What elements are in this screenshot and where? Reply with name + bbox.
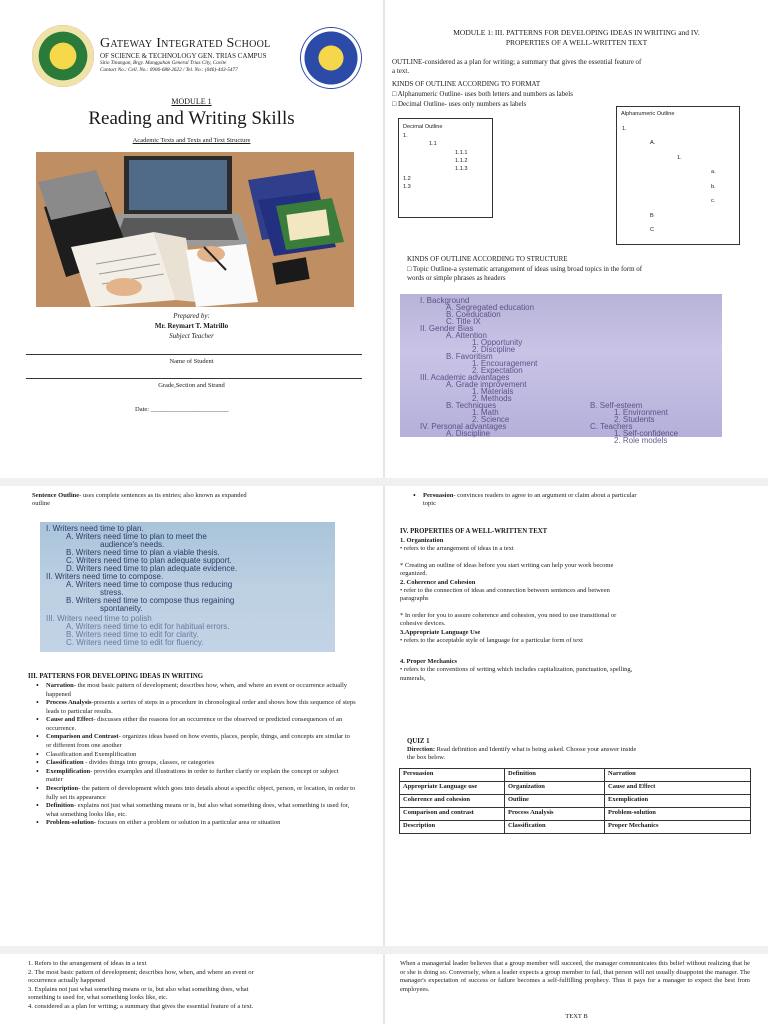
patterns-list — [36, 682, 356, 828]
organization-title: 1. Organization — [400, 536, 444, 544]
quiz-questions — [28, 960, 358, 1011]
alpha-line: a. — [711, 169, 716, 175]
topic-photo-line: 1. Math — [472, 408, 499, 417]
page-gap-2 — [0, 946, 768, 954]
coherence-def-2: paragraphs — [400, 595, 429, 603]
sentence-outline-text2: outline — [32, 500, 51, 508]
sentence-outline-text: - uses complete sentences as its entries; also known as expanded — [79, 492, 247, 499]
page2-header-line1: MODULE 1: III. PATTERNS FOR DEVELOPING IDEAS IN WRITING and IV. — [453, 28, 700, 37]
page-title: Reading and Writing Skills — [88, 108, 295, 129]
topic-photo-line: 1. Encouragement — [472, 359, 538, 368]
list-item: • Exemplification- provides examples and illustrations in order to further clarify or explain the concept or subject matter — [36, 768, 356, 785]
topic-outline-photo — [400, 294, 722, 445]
module-label: MODULE 1 — [171, 97, 212, 106]
quiz-questions-page — [0, 954, 383, 1024]
sentence-photo-line: II. Writers need time to compose. — [46, 572, 164, 581]
direction-text: Read definition and Identify what is being asked. Choose your answer inside — [435, 746, 637, 753]
sentence-photo-line: C. Writers need time to edit for fluency. — [66, 638, 204, 647]
coherence-note-2: cohesive devices. — [400, 620, 446, 628]
language-title: 3.Appropriate Language Use — [400, 628, 481, 636]
sentence-outline-term: Sentence Outline — [32, 492, 80, 499]
question-line: 2. The most basic pattern of development; describes how, when, and where an event or — [28, 968, 254, 976]
table-cell: Classification — [505, 821, 605, 834]
topic-photo-line: A. Attention — [446, 331, 487, 340]
school-contact: Contact No.: Cell. No.: 0906-688-2622 / Tel. No.: (046)-443-5477 — [100, 67, 238, 73]
grade-section-line — [26, 378, 362, 379]
topic-outline-line1: □ Topic Outline-a systematic arrangement of ideas using broad topics in the form of — [407, 265, 643, 273]
topic-photo-line: B. Techniques — [446, 401, 497, 410]
table-cell: Outline — [505, 795, 605, 808]
organization-note-1: * Creating an outline of ideas before you start writing can help your work become — [400, 561, 614, 569]
cover-photo — [36, 152, 354, 307]
persuasion-item — [413, 492, 748, 509]
sentence-outline-def — [32, 492, 362, 509]
persuasion-text2: topic — [423, 500, 436, 508]
decimal-outline-box — [398, 118, 493, 218]
table-cell: Exemplication — [605, 795, 751, 808]
topic-photo-line: IV. Personal advantages — [420, 422, 507, 431]
sentence-photo-line: audience's needs. — [100, 540, 165, 549]
mechanics-def-1: • refers to the conventions of writing which includes capitalization, punctuation, spelling, — [400, 666, 633, 674]
list-item: • Classification and Exemplification — [36, 751, 356, 760]
list-item: • Cause and Effect- discusses either the reasons for an occurrence or the observed or predicted consequences of an occurrence. — [36, 716, 356, 733]
patterns-section-title: III. PATTERNS FOR DEVELOPING IDEAS IN WRITING — [28, 673, 204, 680]
decimal-line: 1.2 — [403, 176, 411, 182]
alpha-line: C — [650, 227, 655, 233]
table-cell: Problem-solution — [605, 808, 751, 821]
question-line: something is used for, what something looks like, etc. — [28, 994, 168, 1002]
table-row — [400, 782, 751, 795]
sentence-outline-photo — [40, 522, 335, 652]
list-item: • Narration- the most basic pattern of development; describes how, when, and where an event or occurrence actually happened — [36, 682, 356, 699]
table-cell: Appropriate Language use — [400, 782, 505, 795]
sentence-photo-line: C. Writers need time to plan adequate support. — [66, 556, 232, 565]
topic-outline-item — [407, 265, 642, 283]
table-row — [400, 808, 751, 821]
school-subtitle: OF SCIENCE & TECHNOLOGY GEN. TRIAS CAMPUS — [100, 52, 267, 60]
alpha-line: 1. — [622, 126, 627, 132]
decimal-line: 1.1.2 — [455, 158, 468, 164]
topic-photo-line: A. Grade improvement — [446, 380, 527, 389]
topic-photo-line: B. Self-esteem — [590, 401, 643, 410]
organization-def: • refers to the arrangement of ideas in a text — [400, 545, 514, 553]
page2-header — [385, 28, 768, 48]
question-line: 3. Explains not just what something means or is, but also what something does, what — [28, 985, 249, 993]
bullet-icon: • — [413, 491, 416, 500]
topic-photo-line: 2. Expectation — [472, 366, 523, 375]
table-cell: Process Analysis — [505, 808, 605, 821]
coherence-def-1: • refer to the connection of ideas and connection between sentences and between — [400, 587, 610, 595]
text-b-heading: TEXT B — [565, 1013, 588, 1020]
topic-photo-line: 1. Environment — [614, 408, 668, 417]
table-row — [400, 795, 751, 808]
quiz-title: QUIZ 1 — [407, 738, 430, 745]
topic-photo-line: A. Segregated education — [446, 303, 535, 312]
sentence-photo-line: spontaneity. — [100, 604, 143, 613]
alphanumeric-outline-box — [616, 106, 740, 245]
decimal-line: 1.3 — [403, 184, 411, 190]
topic-photo-line: 1. Opportunity — [472, 338, 523, 347]
student-name-label: Name of Student — [169, 358, 214, 365]
topic-photo-line: C. Teachers — [590, 422, 633, 431]
properties-title: IV. PROPERTIES OF A WELL-WRITTEN TEXT — [400, 528, 548, 535]
table-cell: Persuasion — [400, 769, 505, 782]
kinds-format-heading: KINDS OF OUTLINE ACCORDING TO FORMAT — [392, 80, 541, 88]
page-gap-1 — [0, 478, 768, 486]
school-address: Sitio Tinungan, Brgy. Manggahan General Trias City, Cavite — [100, 60, 227, 66]
decimal-line: 1.1 — [429, 141, 437, 147]
alpha-line: c. — [711, 198, 716, 204]
alpha-box-title: Alphanumeric Outline — [621, 111, 675, 117]
topic-photo-line: 1. Materials — [472, 387, 514, 396]
list-item: • Description- the pattern of development which goes into details about a specific object, person, or location, in order to fully set its appearance — [36, 785, 356, 802]
quiz-direction — [407, 746, 747, 763]
table-cell: Definition — [505, 769, 605, 782]
properties-section — [400, 528, 760, 683]
sentence-photo-line: III. Writers need time to polish — [46, 614, 152, 623]
mechanics-title: 4. Proper Mechanics — [400, 657, 457, 665]
persuasion-term: Persuasion — [423, 492, 454, 499]
topic-photo-line: 2. Science — [472, 415, 510, 424]
grade-section-label: Grade,Section and Strand — [158, 382, 225, 389]
table-row — [400, 769, 751, 782]
desk-illustration — [36, 152, 354, 307]
table-cell: Coherence and cohesion — [400, 795, 505, 808]
alpha-line: A. — [650, 140, 656, 146]
decimal-box-title: Decimal Outline — [403, 124, 443, 130]
quiz-answer-table — [399, 768, 751, 834]
persuasion-text: - convinces readers to agree to an argument or claim about a particular — [453, 492, 637, 499]
direction-text2: the box below. — [407, 754, 446, 762]
table-cell: Narration — [605, 769, 751, 782]
list-item: • Comparison and Contrast- organizes ideas based on how events, places, people, things, and concepts are similar to or different from one another — [36, 733, 356, 750]
school-seal-logo — [32, 25, 94, 87]
decimal-line: 1. — [403, 133, 408, 139]
topic-outline-line2: words or simple phrases as headers — [407, 274, 506, 283]
sentence-photo-line: A. Writers need time to compose thus reducing — [66, 580, 233, 589]
topic-photo-line: III. Academic advantages — [420, 373, 510, 382]
alphanumeric-item: □ Alphanumeric Outline- uses both letters and numbers as labels — [392, 90, 573, 98]
table-cell: Comparison and contrast — [400, 808, 505, 821]
question-line: occurrence actually happened — [28, 977, 106, 985]
deped-seal-logo — [300, 27, 362, 89]
outline-definition-line2: a text. — [392, 67, 410, 76]
organization-note-2: organized. — [400, 570, 428, 578]
sentence-photo-line: B. Writers need time to plan a viable thesis. — [66, 548, 220, 557]
topic-photo-line: II. Gender Bias — [420, 324, 474, 333]
alpha-line: B — [650, 213, 654, 219]
list-item: • Process Analysis-presents a series of steps in a procedure in chronological order and shows how this sequence of steps leads to particular results. — [36, 699, 356, 716]
list-item: • Definition- explains not just what something means or is, but also what something does, what something is used for, what something looks like, etc. — [36, 802, 356, 819]
coherence-note-1: * In order for you to assure coherence and cohesion, you need to use transitional or — [400, 611, 617, 619]
sentence-photo-line: I. Writers need time to plan. — [46, 524, 144, 533]
alpha-line: b. — [711, 184, 716, 190]
list-item: • Classification - divides things into groups, classes, or categories — [36, 759, 356, 768]
sentence-photo-line: B. Writers need time to compose thus regaining — [66, 596, 235, 605]
sentence-photo-line: B. Writers need time to edit for clarity. — [66, 630, 199, 639]
sentence-photo-line: D. Writers need time to plan adequate evidence. — [66, 564, 238, 573]
date-label: Date: ________________________ — [135, 406, 229, 413]
cover-page — [0, 0, 383, 478]
kinds-structure-heading: KINDS OF OUTLINE ACCORDING TO STRUCTURE — [407, 255, 568, 263]
teacher-role: Subject Teacher — [169, 332, 214, 340]
student-name-line — [26, 354, 362, 355]
topic-photo-line: 2. Students — [614, 415, 655, 424]
patterns-page — [0, 486, 383, 946]
table-cell: Cause and Effect — [605, 782, 751, 795]
prepared-by-label: Prepared by: — [173, 312, 210, 320]
topic-photo-line: 2. Methods — [472, 394, 512, 403]
sentence-photo-line: A. Writers need time to plan to meet the — [66, 532, 207, 541]
mechanics-def-2: numerals, — [400, 674, 426, 682]
table-cell: Proper Mechanics — [605, 821, 751, 834]
sentence-photo-line: A. Writers need time to edit for habitual errors. — [66, 622, 230, 631]
sentence-photo-line: stress. — [100, 588, 124, 597]
table-cell: Description — [400, 821, 505, 834]
topic-photo-line: B. Coeducation — [446, 310, 501, 319]
question-line: 1. Refers to the arrangement of ideas in a text — [28, 960, 147, 967]
language-def: • refers to the acceptable style of language for a particular form of text — [400, 637, 583, 645]
school-name: Gateway Integrated School — [100, 36, 271, 51]
topic-photo-line: 2. Discipline — [472, 345, 516, 354]
alpha-line: 1. — [677, 155, 682, 161]
coherence-title: 2. Coherence and Cohesion — [400, 578, 476, 586]
topic-photo-line: I. Background — [420, 296, 470, 305]
page-subtitle: Academic Texts and Texts and Text Structure — [132, 137, 251, 144]
topic-photo-line: A. Discipline — [446, 429, 491, 438]
table-row — [400, 821, 751, 834]
text-passage-page — [385, 954, 768, 1024]
page2-header-line2: PROPERTIES OF A WELL-WRITTEN TEXT — [505, 38, 648, 48]
outline-definition-line1: OUTLINE-considered as a plan for writing; a summary that gives the essential feature of — [392, 58, 642, 66]
teacher-name: Mr. Reymart T. Matrillo — [154, 322, 229, 330]
decimal-line: 1.1.1 — [455, 150, 468, 156]
topic-photo-line: B. Favoritism — [446, 352, 493, 361]
properties-page — [385, 486, 768, 946]
passage-paragraph: When a managerial leader believes that a group member will succeed, the manager communicates this belief without realizing that he or she is doing so. Conversely, when a leader expects a group member to fail, that person will not usually disappoint the manager. The manager's expectation of success or failure becomes a self-fulfilling prophecy. Thus it pays for a manager to expect the best from employees. — [400, 960, 750, 993]
outline-page — [385, 0, 768, 478]
topic-photo-line: 2. Role models — [614, 436, 668, 445]
direction-label: Direction: — [407, 746, 436, 753]
decimal-line: 1.1.3 — [455, 166, 468, 172]
topic-photo-line: C. Title IX — [446, 317, 481, 326]
table-cell: Organization — [505, 782, 605, 795]
topic-photo-line: 1. Self-confidence — [614, 429, 679, 438]
question-line: 4. considered as a plan for writing; a summary that gives the essential feature of a text. — [28, 1002, 254, 1010]
outline-definition — [392, 58, 641, 76]
list-item: • Problem-solution- focuses on either a problem or solution in a particular area or situation — [36, 819, 356, 828]
decimal-item: □ Decimal Outline- uses only numbers as labels — [392, 100, 527, 108]
